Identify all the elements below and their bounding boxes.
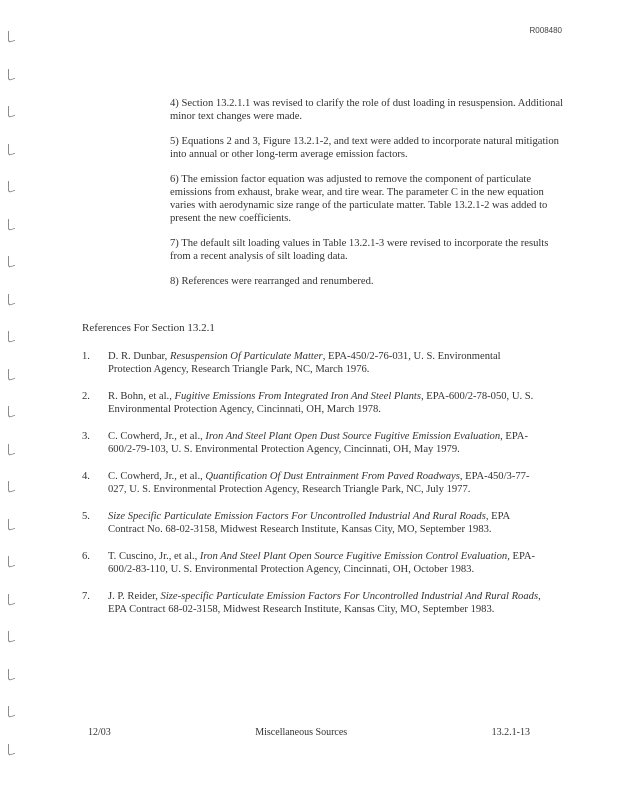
binder-mark — [8, 254, 15, 268]
revision-item: 8) References were rearranged and renumbered. — [170, 276, 374, 287]
document-id: R008480 — [529, 26, 562, 35]
reference-author: T. Cuscino, Jr., et al., — [108, 551, 200, 562]
page-footer — [88, 727, 530, 738]
binder-mark — [8, 66, 15, 80]
reference-title: Size-specific Particulate Emission Factors For Uncontrolled Industrial And Rural Roads — [160, 591, 539, 602]
revision-item: 7) The default silt loading values in Table 13.2.1-3 were revised to incorporate the results from a recent analysis of silt loading data. — [170, 238, 549, 262]
reference-title: Resuspension Of Particulate Matter — [169, 351, 323, 362]
binder-mark — [8, 29, 15, 43]
binder-mark — [8, 291, 15, 305]
binder-mark — [8, 404, 15, 418]
footer-date: 12/03 — [88, 727, 111, 738]
reference-author: R. Bohn, et al., — [108, 391, 175, 402]
revision-item: 4) Section 13.2.1.1 was revised to clarify the role of dust loading in resuspension. Additional minor text changes were made. — [170, 98, 564, 122]
reference-publisher: , EPA-450/2-76-031, U. S. Environmental Protection Agency, Research Triangle Park, NC, March 1976. — [108, 351, 501, 375]
reference-number: 5. — [82, 511, 90, 522]
reference-number: 1. — [82, 351, 90, 362]
reference-number: 2. — [82, 391, 90, 402]
binder-mark — [8, 479, 15, 493]
binder-mark — [8, 329, 15, 343]
binder-mark — [8, 554, 15, 568]
binder-mark — [8, 216, 15, 230]
reference-author: C. Cowherd, Jr., et al., — [108, 431, 206, 442]
reference-number: 4. — [82, 471, 90, 482]
binder-mark — [8, 104, 15, 118]
footer-page-number: 13.2.1-13 — [491, 727, 530, 738]
references-heading: References For Section 13.2.1 — [82, 322, 215, 334]
reference-title: Quantification Of Dust Entrainment From Paved Roadways — [205, 471, 460, 482]
revision-item: 5) Equations 2 and 3, Figure 13.2.1-2, and text were added to incorporate natural mitigation into annual or other long-term average emission factors. — [170, 136, 559, 160]
binder-mark — [8, 666, 15, 680]
reference-publisher: , EPA-600/2-79-103, U. S. Environmental Protection Agency, Cincinnati, OH, May 1979. — [108, 431, 528, 455]
binder-mark — [8, 366, 15, 380]
reference-publisher: , EPA Contract No. 68-02-3158, Midwest Research Institute, Kansas City, MO, September 1983. — [108, 511, 510, 535]
reference-title: Iron And Steel Plant Open Dust Source Fugitive Emission Evaluation — [205, 431, 501, 442]
reference-item — [82, 550, 542, 576]
reference-publisher: , EPA-600/2-83-110, U. S. Environmental Protection Agency, Cincinnati, OH, October 1983. — [108, 551, 536, 575]
binder-mark — [8, 516, 15, 530]
reference-author: J. P. Reider, — [108, 591, 161, 602]
revision-list — [170, 97, 570, 300]
reference-item — [82, 430, 542, 456]
footer-chapter: Miscellaneous Sources — [255, 727, 348, 738]
reference-list — [82, 350, 542, 630]
reference-title: Iron And Steel Plant Open Source Fugitive Emission Control Evaluation — [199, 551, 508, 562]
reference-number: 7. — [82, 591, 90, 602]
reference-title: Size Specific Particulate Emission Factors For Uncontrolled Industrial And Rural Roads — [108, 511, 486, 522]
reference-publisher: , EPA-450/3-77-027, U. S. Environmental Protection Agency, Research Triangle Park, NC, July 1977. — [108, 471, 530, 495]
reference-publisher: , EPA-600/2-78-050, U. S. Environmental Protection Agency, Cincinnati, OH, March 1978. — [108, 391, 534, 415]
binder-mark — [8, 629, 15, 643]
binder-mark — [8, 741, 15, 755]
reference-number: 3. — [82, 431, 90, 442]
binder-mark — [8, 141, 15, 155]
revision-item: 6) The emission factor equation was adjusted to remove the component of particulate emissions from exhaust, brake wear, and tire wear. The parameter C in the new equation varies with aerodynamic size range of the particulate matter. Table 13.2.1-2 was added to present the new coefficients. — [170, 174, 548, 224]
binder-mark — [8, 179, 15, 193]
binder-mark — [8, 441, 15, 455]
reference-item — [82, 350, 542, 376]
binder-margin — [0, 20, 22, 800]
reference-publisher: , EPA Contract 68-02-3158, Midwest Research Institute, Kansas City, MO, September 1983. — [108, 591, 541, 615]
reference-item — [82, 510, 542, 536]
reference-number: 6. — [82, 551, 90, 562]
reference-item — [82, 470, 542, 496]
reference-item — [82, 390, 542, 416]
reference-author: C. Cowherd, Jr., et al., — [108, 471, 206, 482]
reference-title: Fugitive Emissions From Integrated Iron And Steel Plants — [174, 391, 421, 402]
binder-mark — [8, 591, 15, 605]
binder-mark — [8, 704, 15, 718]
reference-item — [82, 590, 542, 616]
reference-author: D. R. Dunbar, — [108, 351, 170, 362]
